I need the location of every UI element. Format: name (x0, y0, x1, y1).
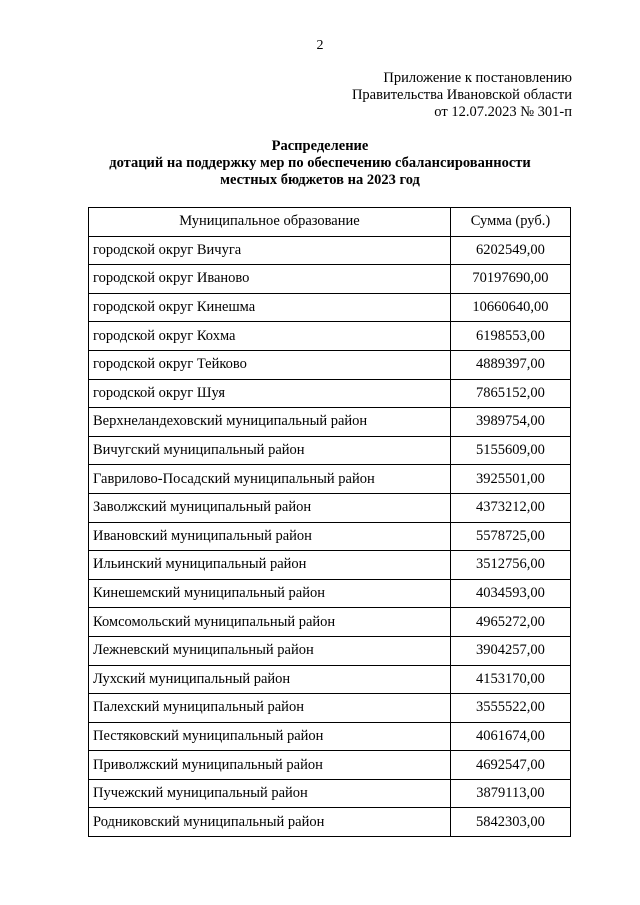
sum-cell: 7865152,00 (450, 379, 570, 408)
page-number: 2 (316, 38, 324, 53)
table-row (89, 350, 571, 379)
document-title (0, 138, 640, 189)
sum-cell: 4889397,00 (450, 350, 570, 379)
table-row (89, 265, 571, 294)
sum-cell: 4373212,00 (450, 493, 570, 522)
sum-cell: 5578725,00 (450, 522, 570, 551)
table-row (89, 379, 571, 408)
municipality-cell: Гаврилово-Посадский муниципальный район (89, 465, 451, 494)
sum-cell: 3555522,00 (450, 694, 570, 723)
table-body (89, 236, 571, 836)
table-row (89, 608, 571, 637)
municipality-cell: городской округ Тейково (89, 350, 451, 379)
table-row (89, 436, 571, 465)
municipality-cell: городской округ Вичуга (89, 236, 451, 265)
sum-cell: 3989754,00 (450, 408, 570, 437)
municipality-cell: городской округ Иваново (89, 265, 451, 294)
sum-cell: 4692547,00 (450, 751, 570, 780)
municipality-cell: Лухский муниципальный район (89, 665, 451, 694)
distribution-table (88, 207, 571, 837)
municipality-cell: Пестяковский муниципальный район (89, 722, 451, 751)
sum-cell: 5842303,00 (450, 808, 570, 837)
table-row (89, 665, 571, 694)
table-row (89, 465, 571, 494)
sum-cell: 6198553,00 (450, 322, 570, 351)
table-row (89, 779, 571, 808)
municipality-cell: Ильинский муниципальный район (89, 551, 451, 580)
header-municipality: Муниципальное образование (89, 208, 451, 237)
sum-cell: 3879113,00 (450, 779, 570, 808)
sum-cell: 3512756,00 (450, 551, 570, 580)
sum-cell: 3925501,00 (450, 465, 570, 494)
table-row (89, 722, 571, 751)
sum-cell: 4034593,00 (450, 579, 570, 608)
sum-cell: 4965272,00 (450, 608, 570, 637)
appendix-line-2: Правительства Ивановской области (351, 87, 572, 103)
table-row (89, 751, 571, 780)
municipality-cell: Ивановский муниципальный район (89, 522, 451, 551)
title-line-3: местных бюджетов на 2023 год (220, 172, 420, 188)
sum-cell: 70197690,00 (450, 265, 570, 294)
municipality-cell: городской округ Кинешма (89, 293, 451, 322)
sum-cell: 6202549,00 (450, 236, 570, 265)
table-row (89, 522, 571, 551)
sum-cell: 3904257,00 (450, 636, 570, 665)
municipality-cell: городской округ Кохма (89, 322, 451, 351)
municipality-cell: Лежневский муниципальный район (89, 636, 451, 665)
table-row (89, 551, 571, 580)
table-row (89, 322, 571, 351)
appendix-header (352, 70, 572, 121)
appendix-line-1: Приложение к постановлению (383, 70, 572, 86)
table-row (89, 236, 571, 265)
sum-cell: 4061674,00 (450, 722, 570, 751)
municipality-cell: Кинешемский муниципальный район (89, 579, 451, 608)
sum-cell: 5155609,00 (450, 436, 570, 465)
table-row (89, 579, 571, 608)
municipality-cell: Комсомольский муниципальный район (89, 608, 451, 637)
table-row (89, 408, 571, 437)
municipality-cell: Заволжский муниципальный район (89, 493, 451, 522)
table-row (89, 493, 571, 522)
title-line-1: Распределение (271, 138, 369, 154)
municipality-cell: Верхнеландеховский муниципальный район (89, 408, 451, 437)
municipality-cell: Палехский муниципальный район (89, 694, 451, 723)
municipality-cell: городской округ Шуя (89, 379, 451, 408)
sum-cell: 10660640,00 (450, 293, 570, 322)
municipality-cell: Приволжский муниципальный район (89, 751, 451, 780)
header-sum: Сумма (руб.) (450, 208, 570, 237)
appendix-line-3: от 12.07.2023 № 301-п (434, 104, 572, 120)
table-header-row (89, 208, 571, 237)
table-row (89, 293, 571, 322)
municipality-cell: Вичугский муниципальный район (89, 436, 451, 465)
table-row (89, 694, 571, 723)
title-line-2: дотаций на поддержку мер по обеспечению сбалансированности (109, 155, 531, 171)
sum-cell: 4153170,00 (450, 665, 570, 694)
table-row (89, 808, 571, 837)
municipality-cell: Родниковский муниципальный район (89, 808, 451, 837)
municipality-cell: Пучежский муниципальный район (89, 779, 451, 808)
table-row (89, 636, 571, 665)
